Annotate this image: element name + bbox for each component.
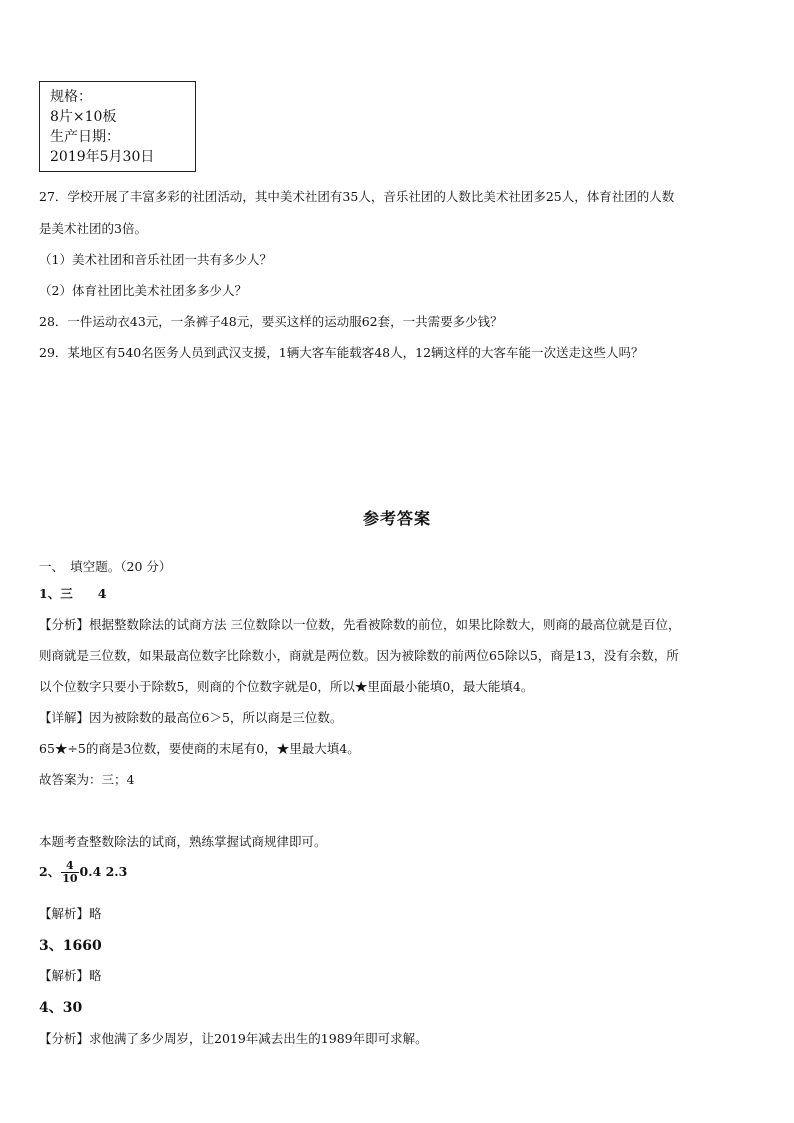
fraction-numerator: 4	[61, 860, 78, 873]
spec-label: 规格：	[50, 89, 92, 105]
production-date-label: 生产日期：	[50, 129, 120, 145]
question-27-part-2: （2）体育社团比美术社团多多少人？	[39, 283, 247, 298]
answer-1-analysis-line-2: 则商就是三位数，如果最高位数字比除数小，商就是两位数。因为被除数的前两位65除以5，商是13，没有余数，所	[39, 648, 679, 663]
question-27-line-2: 是美术社团的3倍。	[39, 221, 147, 236]
answer-2-prefix: 2、	[39, 864, 61, 879]
answer-1-note: 本题考查整数除法的试商，熟练掌握试商规律即可。	[39, 834, 327, 849]
answer-1: 1、三 4	[39, 586, 107, 601]
question-27-part-1: （1）美术社团和音乐社团一共有多少人？	[39, 252, 272, 267]
answer-4: 4、30	[39, 1000, 83, 1016]
answer-1-analysis-line-3: 以个位数字只要小于除数5，则商的个位数字就是0，所以★里面最小能填0，最大能填4。	[39, 679, 534, 694]
section-heading: 一、 填空题。（20 分）	[39, 559, 172, 574]
answer-1-detail-line-1: 【详解】因为被除数的最高位6＞5，所以商是三位数。	[39, 710, 343, 725]
answer-1-analysis-line-1: 【分析】根据整数除法的试商方法 三位数除以一位数，先看被除数的前位，如果比除数大，则商的最高位就是百位，	[39, 617, 681, 632]
answer-1-detail-line-2: 65★÷5的商是3位数，要使商的末尾有0，★里最大填4。	[39, 741, 360, 756]
answer-2-analysis: 【解析】略	[39, 906, 102, 921]
answers-title: 参考答案	[362, 509, 431, 528]
specification-box	[39, 81, 196, 172]
production-date-value: 2019年5月30日	[50, 149, 155, 165]
fraction-denominator: 10	[62, 872, 78, 885]
answer-2	[39, 860, 127, 885]
answer-4-analysis: 【分析】求他满了多少周岁，让2019年减去出生的1989年即可求解。	[39, 1031, 428, 1046]
fraction	[61, 860, 78, 885]
question-29: 29．某地区有540名医务人员到武汉支援，1辆大客车能载客48人，12辆这样的大客车能一次送走这些人吗？	[39, 345, 644, 360]
answer-3-analysis: 【解析】略	[39, 968, 102, 983]
answer-2-rest: 0.4 2.3	[79, 864, 128, 879]
answer-1-conclusion: 故答案为：三；4	[39, 772, 135, 787]
answer-3: 3、1660	[39, 938, 102, 954]
spec-value: 8片×10板	[50, 109, 117, 125]
question-28: 28．一件运动衣43元，一条裤子48元，要买这样的运动服62套，一共需要多少钱？	[39, 314, 503, 329]
question-27-line-1: 27．学校开展了丰富多彩的社团活动，其中美术社团有35人，音乐社团的人数比美术社团多25人，体育社团的人数	[39, 189, 675, 204]
